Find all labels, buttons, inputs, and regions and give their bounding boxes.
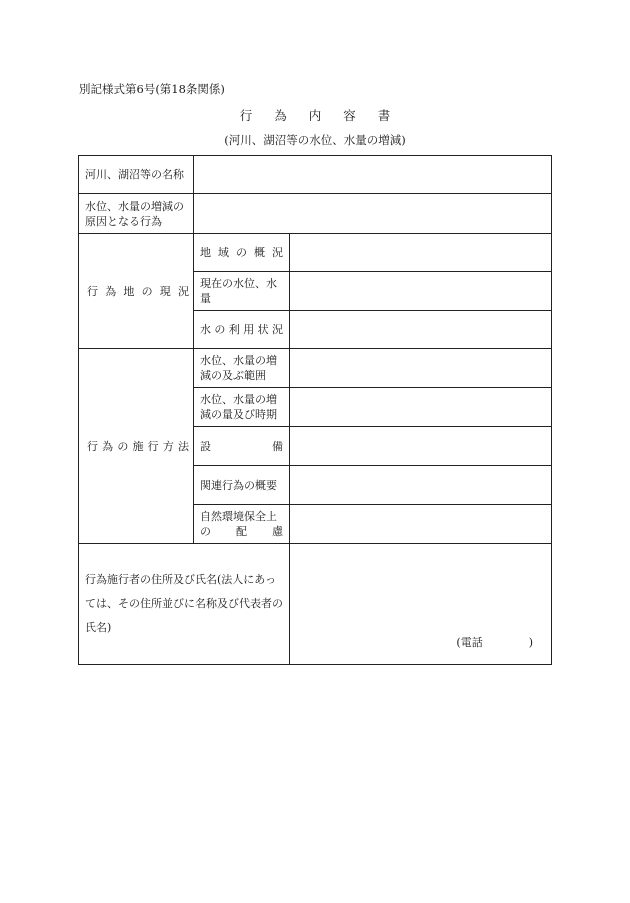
applicant-label: 行為施行者の住所及び氏名(法人にあっては、その住所並びに名称及び代表者の氏名) — [79, 544, 290, 665]
range-label: 水位、水量の増減の及ぶ範囲 — [194, 349, 290, 388]
applicant-field[interactable] — [290, 544, 552, 665]
water-use-field[interactable] — [290, 311, 552, 349]
document-title: 行為内容書 — [239, 108, 413, 123]
equipment-field[interactable] — [290, 427, 552, 466]
conservation-label-line1: 自然環境保全上 — [200, 510, 277, 523]
area-overview-label: 地域の概況 — [194, 234, 290, 272]
document-subtitle: (河川、湖沼等の水位、水量の増減) — [224, 133, 406, 147]
conservation-label-line2: の配慮 — [200, 525, 283, 538]
cause-label: 水位、水量の増減の原因となる行為 — [79, 194, 194, 234]
area-overview-field[interactable] — [290, 234, 552, 272]
site-condition-heading: 行為地の現況 — [79, 234, 194, 349]
range-field[interactable] — [290, 349, 552, 388]
related-acts-label: 関連行為の概要 — [194, 466, 290, 505]
conservation-label — [194, 505, 290, 544]
table-row — [79, 544, 552, 665]
name-field[interactable] — [194, 156, 552, 194]
amount-timing-label: 水位、水量の増減の量及び時期 — [194, 388, 290, 427]
table-row — [79, 194, 552, 234]
table-row — [79, 156, 552, 194]
phone-close: ) — [528, 636, 533, 649]
method-heading: 行為の施行方法 — [79, 349, 194, 544]
name-label: 河川、湖沼等の名称 — [79, 156, 194, 194]
form-reference: 別記様式第6号(第18条関係) — [79, 82, 225, 96]
phone-area — [296, 544, 533, 664]
current-level-label: 現在の水位、水量 — [194, 272, 290, 311]
equipment-label: 設備 — [194, 427, 290, 466]
phone-label: (電話 — [456, 636, 483, 649]
related-acts-field[interactable] — [290, 466, 552, 505]
table-row — [79, 234, 552, 272]
conservation-field[interactable] — [290, 505, 552, 544]
amount-timing-field[interactable] — [290, 388, 552, 427]
cause-field[interactable] — [194, 194, 552, 234]
application-form-table — [78, 155, 552, 665]
table-row — [79, 349, 552, 388]
current-level-field[interactable] — [290, 272, 552, 311]
water-use-label: 水の利用状況 — [194, 311, 290, 349]
